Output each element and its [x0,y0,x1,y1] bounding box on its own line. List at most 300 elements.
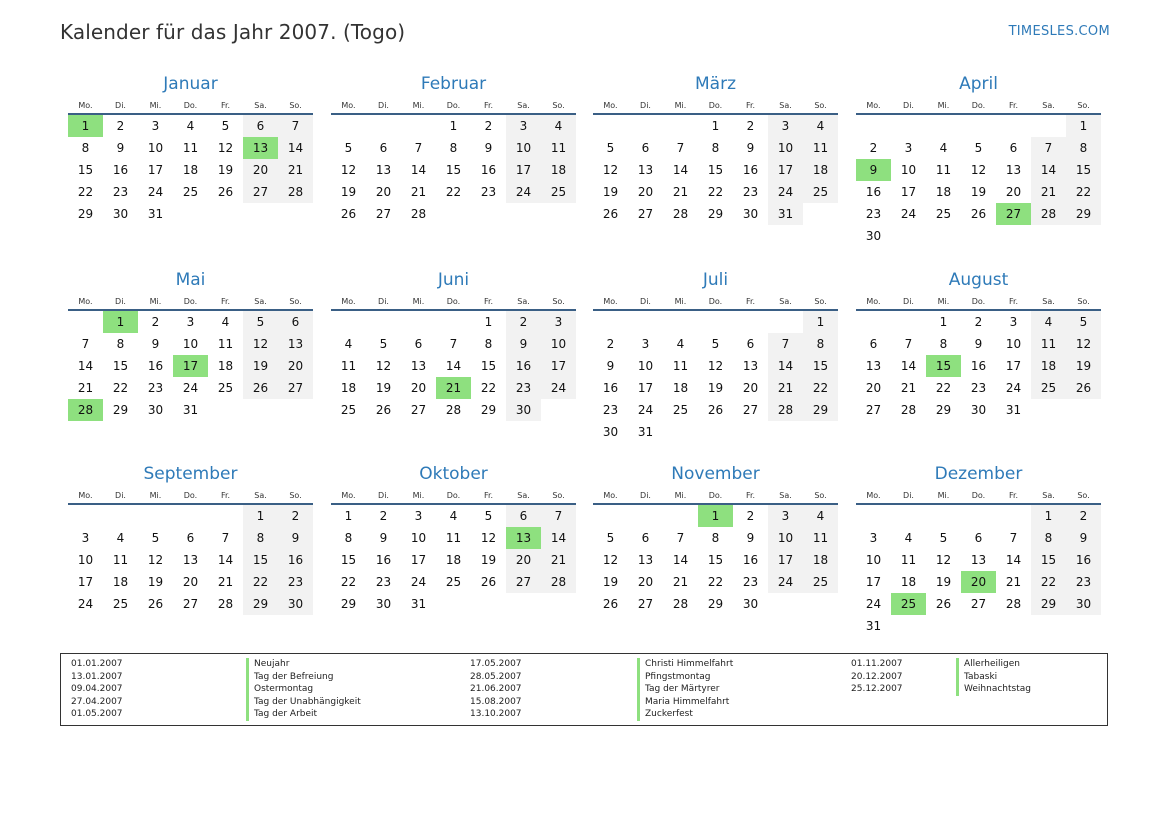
day-cell[interactable]: 21 [278,159,313,181]
day-cell[interactable]: 23 [742,185,759,199]
day-cell[interactable]: 24 [147,185,164,199]
brand-link[interactable]: TIMESLES.COM [1008,24,1110,39]
day-cell[interactable]: 11 [672,359,689,373]
day-cell[interactable]: 13 [637,553,654,567]
day-cell[interactable]: 23 [278,571,313,593]
day-cell[interactable]: 30 [865,229,882,243]
day-cell[interactable]: 23 [375,575,392,589]
day-cell[interactable]: 21 [672,575,689,589]
day-cell[interactable]: 24 [541,377,576,399]
day-cell[interactable]: 16 [742,163,759,177]
day-cell[interactable]: 15 [243,549,278,571]
day-cell[interactable]: 11 [445,531,462,545]
day-cell[interactable]: 7 [278,115,313,137]
day-cell[interactable]: 19 [602,575,619,589]
day-cell[interactable]: 5 [243,311,278,333]
day-cell[interactable]: 4 [676,337,685,351]
day-cell[interactable]: 19 [935,575,952,589]
day-cell[interactable]: 1 [1031,505,1066,527]
day-cell[interactable]: 17 [410,553,427,567]
day-cell[interactable]: 4 [939,141,948,155]
day-cell[interactable]: 20 [182,575,199,589]
day-cell[interactable]: 3 [541,311,576,333]
day-cell[interactable]: 15 [1066,159,1101,181]
day-cell[interactable]: 30 [506,399,541,421]
day-cell[interactable]: 30 [970,403,987,417]
day-cell[interactable]: 10 [147,141,164,155]
day-cell[interactable]: 11 [340,359,357,373]
day-cell[interactable]: 7 [904,337,913,351]
day-cell[interactable]: 12 [480,531,497,545]
day-cell[interactable]: 23 [112,185,129,199]
day-cell[interactable]: 15 [480,359,497,373]
holiday-day[interactable]: 25 [891,593,926,615]
day-cell[interactable]: 25 [803,181,838,203]
day-cell[interactable]: 27 [637,597,654,611]
holiday-day[interactable]: 1 [103,311,138,333]
day-cell[interactable]: 10 [637,359,654,373]
day-cell[interactable]: 16 [742,553,759,567]
day-cell[interactable]: 22 [707,575,724,589]
day-cell[interactable]: 15 [1031,549,1066,571]
day-cell[interactable]: 4 [904,531,913,545]
day-cell[interactable]: 1 [711,119,720,133]
day-cell[interactable]: 21 [900,381,917,395]
day-cell[interactable]: 8 [711,531,720,545]
day-cell[interactable]: 2 [278,505,313,527]
day-cell[interactable]: 12 [602,553,619,567]
day-cell[interactable]: 8 [939,337,948,351]
day-cell[interactable]: 28 [278,181,313,203]
day-cell[interactable]: 8 [1031,527,1066,549]
day-cell[interactable]: 22 [112,381,129,395]
day-cell[interactable]: 8 [116,337,125,351]
day-cell[interactable]: 4 [449,509,458,523]
day-cell[interactable]: 15 [340,553,357,567]
day-cell[interactable]: 28 [900,403,917,417]
day-cell[interactable]: 9 [974,337,983,351]
day-cell[interactable]: 31 [410,597,427,611]
day-cell[interactable]: 13 [278,333,313,355]
day-cell[interactable]: 21 [768,377,803,399]
day-cell[interactable]: 10 [410,531,427,545]
day-cell[interactable]: 16 [865,185,882,199]
day-cell[interactable]: 19 [707,381,724,395]
day-cell[interactable]: 7 [1009,531,1018,545]
day-cell[interactable]: 27 [506,571,541,593]
day-cell[interactable]: 19 [375,381,392,395]
day-cell[interactable]: 6 [1009,141,1018,155]
day-cell[interactable]: 14 [541,527,576,549]
day-cell[interactable]: 15 [803,355,838,377]
day-cell[interactable]: 3 [186,315,195,329]
day-cell[interactable]: 25 [112,597,129,611]
day-cell[interactable]: 20 [410,381,427,395]
day-cell[interactable]: 3 [414,509,423,523]
day-cell[interactable]: 5 [711,337,720,351]
day-cell[interactable]: 31 [147,207,164,221]
day-cell[interactable]: 14 [672,163,689,177]
day-cell[interactable]: 31 [182,403,199,417]
day-cell[interactable]: 5 [379,337,388,351]
day-cell[interactable]: 26 [602,207,619,221]
day-cell[interactable]: 26 [1066,377,1101,399]
day-cell[interactable]: 6 [641,141,650,155]
day-cell[interactable]: 24 [768,571,803,593]
day-cell[interactable]: 20 [637,575,654,589]
day-cell[interactable]: 17 [900,185,917,199]
day-cell[interactable]: 7 [81,337,90,351]
holiday-day[interactable]: 1 [68,115,103,137]
day-cell[interactable]: 8 [449,141,458,155]
day-cell[interactable]: 12 [375,359,392,373]
day-cell[interactable]: 12 [935,553,952,567]
day-cell[interactable]: 20 [1005,185,1022,199]
day-cell[interactable]: 9 [506,333,541,355]
day-cell[interactable]: 1 [1066,115,1101,137]
day-cell[interactable]: 28 [1031,203,1066,225]
day-cell[interactable]: 3 [641,337,650,351]
day-cell[interactable]: 11 [182,141,199,155]
day-cell[interactable]: 20 [375,185,392,199]
day-cell[interactable]: 27 [182,597,199,611]
day-cell[interactable]: 21 [1005,575,1022,589]
day-cell[interactable]: 1 [449,119,458,133]
day-cell[interactable]: 9 [151,337,160,351]
day-cell[interactable]: 18 [445,553,462,567]
day-cell[interactable]: 15 [445,163,462,177]
day-cell[interactable]: 11 [112,553,129,567]
day-cell[interactable]: 25 [217,381,234,395]
day-cell[interactable]: 2 [746,509,755,523]
day-cell[interactable]: 24 [410,575,427,589]
day-cell[interactable]: 2 [379,509,388,523]
day-cell[interactable]: 14 [410,163,427,177]
day-cell[interactable]: 17 [506,159,541,181]
day-cell[interactable]: 19 [243,355,278,377]
day-cell[interactable]: 3 [151,119,160,133]
day-cell[interactable]: 6 [186,531,195,545]
day-cell[interactable]: 28 [541,571,576,593]
day-cell[interactable]: 18 [112,575,129,589]
day-cell[interactable]: 12 [1066,333,1101,355]
day-cell[interactable]: 6 [869,337,878,351]
day-cell[interactable]: 29 [243,593,278,615]
day-cell[interactable]: 30 [1066,593,1101,615]
day-cell[interactable]: 23 [602,403,619,417]
holiday-day[interactable]: 13 [243,137,278,159]
day-cell[interactable]: 18 [672,381,689,395]
day-cell[interactable]: 4 [803,505,838,527]
day-cell[interactable]: 24 [900,207,917,221]
day-cell[interactable]: 18 [217,359,234,373]
day-cell[interactable]: 25 [182,185,199,199]
day-cell[interactable]: 22 [707,185,724,199]
day-cell[interactable]: 22 [77,185,94,199]
day-cell[interactable]: 28 [1005,597,1022,611]
day-cell[interactable]: 12 [340,163,357,177]
day-cell[interactable]: 20 [278,355,313,377]
day-cell[interactable]: 26 [970,207,987,221]
day-cell[interactable]: 14 [217,553,234,567]
day-cell[interactable]: 3 [768,505,803,527]
holiday-day[interactable]: 1 [698,505,733,527]
day-cell[interactable]: 27 [375,207,392,221]
day-cell[interactable]: 27 [410,403,427,417]
day-cell[interactable]: 24 [865,597,882,611]
day-cell[interactable]: 5 [221,119,230,133]
day-cell[interactable]: 25 [445,575,462,589]
day-cell[interactable]: 30 [278,593,313,615]
day-cell[interactable]: 16 [480,163,497,177]
day-cell[interactable]: 5 [1066,311,1101,333]
day-cell[interactable]: 3 [768,115,803,137]
day-cell[interactable]: 4 [344,337,353,351]
day-cell[interactable]: 6 [746,337,755,351]
day-cell[interactable]: 26 [707,403,724,417]
day-cell[interactable]: 29 [803,399,838,421]
day-cell[interactable]: 21 [1031,181,1066,203]
day-cell[interactable]: 29 [77,207,94,221]
holiday-day[interactable]: 28 [68,399,103,421]
day-cell[interactable]: 2 [746,119,755,133]
day-cell[interactable]: 12 [217,141,234,155]
day-cell[interactable]: 18 [935,185,952,199]
day-cell[interactable]: 12 [147,553,164,567]
holiday-day[interactable]: 27 [996,203,1031,225]
day-cell[interactable]: 6 [278,311,313,333]
day-cell[interactable]: 7 [768,333,803,355]
day-cell[interactable]: 20 [243,159,278,181]
day-cell[interactable]: 30 [112,207,129,221]
day-cell[interactable]: 2 [116,119,125,133]
day-cell[interactable]: 11 [541,137,576,159]
day-cell[interactable]: 2 [606,337,615,351]
day-cell[interactable]: 4 [116,531,125,545]
day-cell[interactable]: 7 [414,141,423,155]
day-cell[interactable]: 19 [602,185,619,199]
day-cell[interactable]: 17 [147,163,164,177]
day-cell[interactable]: 15 [707,553,724,567]
day-cell[interactable]: 18 [541,159,576,181]
day-cell[interactable]: 28 [768,399,803,421]
day-cell[interactable]: 23 [1066,571,1101,593]
day-cell[interactable]: 25 [541,181,576,203]
day-cell[interactable]: 9 [379,531,388,545]
day-cell[interactable]: 11 [803,527,838,549]
day-cell[interactable]: 10 [77,553,94,567]
day-cell[interactable]: 28 [410,207,427,221]
day-cell[interactable]: 7 [676,141,685,155]
day-cell[interactable]: 5 [606,141,615,155]
day-cell[interactable]: 10 [506,137,541,159]
day-cell[interactable]: 23 [970,381,987,395]
day-cell[interactable]: 6 [243,115,278,137]
day-cell[interactable]: 28 [672,597,689,611]
day-cell[interactable]: 16 [506,355,541,377]
day-cell[interactable]: 14 [278,137,313,159]
day-cell[interactable]: 29 [480,403,497,417]
day-cell[interactable]: 23 [742,575,759,589]
day-cell[interactable]: 29 [1066,203,1101,225]
day-cell[interactable]: 10 [182,337,199,351]
day-cell[interactable]: 21 [217,575,234,589]
day-cell[interactable]: 20 [742,381,759,395]
day-cell[interactable]: 23 [506,377,541,399]
day-cell[interactable]: 24 [77,597,94,611]
day-cell[interactable]: 12 [243,333,278,355]
day-cell[interactable]: 8 [803,333,838,355]
day-cell[interactable]: 18 [803,549,838,571]
holiday-day[interactable]: 17 [173,355,208,377]
day-cell[interactable]: 16 [602,381,619,395]
day-cell[interactable]: 14 [1031,159,1066,181]
day-cell[interactable]: 6 [974,531,983,545]
day-cell[interactable]: 26 [217,185,234,199]
day-cell[interactable]: 18 [182,163,199,177]
day-cell[interactable]: 17 [637,381,654,395]
day-cell[interactable]: 30 [602,425,619,439]
day-cell[interactable]: 24 [1005,381,1022,395]
day-cell[interactable]: 2 [974,315,983,329]
day-cell[interactable]: 1 [344,509,353,523]
day-cell[interactable]: 20 [506,549,541,571]
day-cell[interactable]: 29 [707,207,724,221]
day-cell[interactable]: 13 [410,359,427,373]
day-cell[interactable]: 27 [243,181,278,203]
holiday-day[interactable]: 9 [856,159,891,181]
day-cell[interactable]: 22 [1031,571,1066,593]
day-cell[interactable]: 26 [147,597,164,611]
day-cell[interactable]: 27 [865,403,882,417]
day-cell[interactable]: 11 [1031,333,1066,355]
day-cell[interactable]: 26 [602,597,619,611]
day-cell[interactable]: 22 [445,185,462,199]
day-cell[interactable]: 25 [803,571,838,593]
day-cell[interactable]: 18 [803,159,838,181]
day-cell[interactable]: 19 [1066,355,1101,377]
holiday-day[interactable]: 20 [961,571,996,593]
day-cell[interactable]: 9 [606,359,615,373]
day-cell[interactable]: 1 [243,505,278,527]
day-cell[interactable]: 17 [865,575,882,589]
day-cell[interactable]: 13 [742,359,759,373]
day-cell[interactable]: 14 [900,359,917,373]
day-cell[interactable]: 31 [865,619,882,633]
day-cell[interactable]: 15 [112,359,129,373]
day-cell[interactable]: 27 [637,207,654,221]
day-cell[interactable]: 7 [676,531,685,545]
day-cell[interactable]: 12 [602,163,619,177]
day-cell[interactable]: 5 [344,141,353,155]
day-cell[interactable]: 3 [81,531,90,545]
day-cell[interactable]: 13 [182,553,199,567]
day-cell[interactable]: 31 [768,203,803,225]
day-cell[interactable]: 18 [1031,355,1066,377]
day-cell[interactable]: 31 [637,425,654,439]
day-cell[interactable]: 6 [379,141,388,155]
day-cell[interactable]: 29 [1031,593,1066,615]
day-cell[interactable]: 23 [480,185,497,199]
day-cell[interactable]: 6 [506,505,541,527]
day-cell[interactable]: 31 [1005,403,1022,417]
day-cell[interactable]: 22 [480,381,497,395]
day-cell[interactable]: 29 [707,597,724,611]
day-cell[interactable]: 17 [768,159,803,181]
day-cell[interactable]: 10 [865,553,882,567]
day-cell[interactable]: 3 [869,531,878,545]
day-cell[interactable]: 9 [278,527,313,549]
day-cell[interactable]: 3 [506,115,541,137]
day-cell[interactable]: 1 [484,315,493,329]
day-cell[interactable]: 8 [711,141,720,155]
day-cell[interactable]: 11 [217,337,234,351]
day-cell[interactable]: 16 [1066,549,1101,571]
day-cell[interactable]: 21 [410,185,427,199]
day-cell[interactable]: 30 [742,597,759,611]
day-cell[interactable]: 17 [77,575,94,589]
day-cell[interactable]: 7 [221,531,230,545]
day-cell[interactable]: 23 [865,207,882,221]
day-cell[interactable]: 30 [147,403,164,417]
day-cell[interactable]: 19 [217,163,234,177]
day-cell[interactable]: 8 [344,531,353,545]
day-cell[interactable]: 10 [900,163,917,177]
day-cell[interactable]: 18 [900,575,917,589]
day-cell[interactable]: 1 [803,311,838,333]
day-cell[interactable]: 4 [541,115,576,137]
day-cell[interactable]: 6 [641,531,650,545]
day-cell[interactable]: 14 [77,359,94,373]
day-cell[interactable]: 28 [672,207,689,221]
day-cell[interactable]: 7 [449,337,458,351]
day-cell[interactable]: 10 [1005,337,1022,351]
day-cell[interactable]: 16 [970,359,987,373]
day-cell[interactable]: 16 [278,549,313,571]
day-cell[interactable]: 26 [375,403,392,417]
day-cell[interactable]: 15 [707,163,724,177]
day-cell[interactable]: 2 [1066,505,1101,527]
day-cell[interactable]: 4 [186,119,195,133]
day-cell[interactable]: 9 [484,141,493,155]
day-cell[interactable]: 19 [480,553,497,567]
day-cell[interactable]: 11 [935,163,952,177]
day-cell[interactable]: 5 [939,531,948,545]
day-cell[interactable]: 12 [707,359,724,373]
day-cell[interactable]: 16 [375,553,392,567]
day-cell[interactable]: 2 [869,141,878,155]
day-cell[interactable]: 29 [112,403,129,417]
day-cell[interactable]: 13 [970,553,987,567]
day-cell[interactable]: 27 [742,403,759,417]
day-cell[interactable]: 30 [375,597,392,611]
day-cell[interactable]: 8 [1066,137,1101,159]
day-cell[interactable]: 10 [768,527,803,549]
day-cell[interactable]: 8 [81,141,90,155]
day-cell[interactable]: 21 [77,381,94,395]
day-cell[interactable]: 8 [243,527,278,549]
day-cell[interactable]: 9 [1066,527,1101,549]
day-cell[interactable]: 25 [1031,377,1066,399]
day-cell[interactable]: 13 [1005,163,1022,177]
day-cell[interactable]: 11 [803,137,838,159]
day-cell[interactable]: 7 [541,505,576,527]
day-cell[interactable]: 14 [672,553,689,567]
day-cell[interactable]: 7 [1031,137,1066,159]
day-cell[interactable]: 22 [803,377,838,399]
day-cell[interactable]: 30 [742,207,759,221]
day-cell[interactable]: 13 [637,163,654,177]
